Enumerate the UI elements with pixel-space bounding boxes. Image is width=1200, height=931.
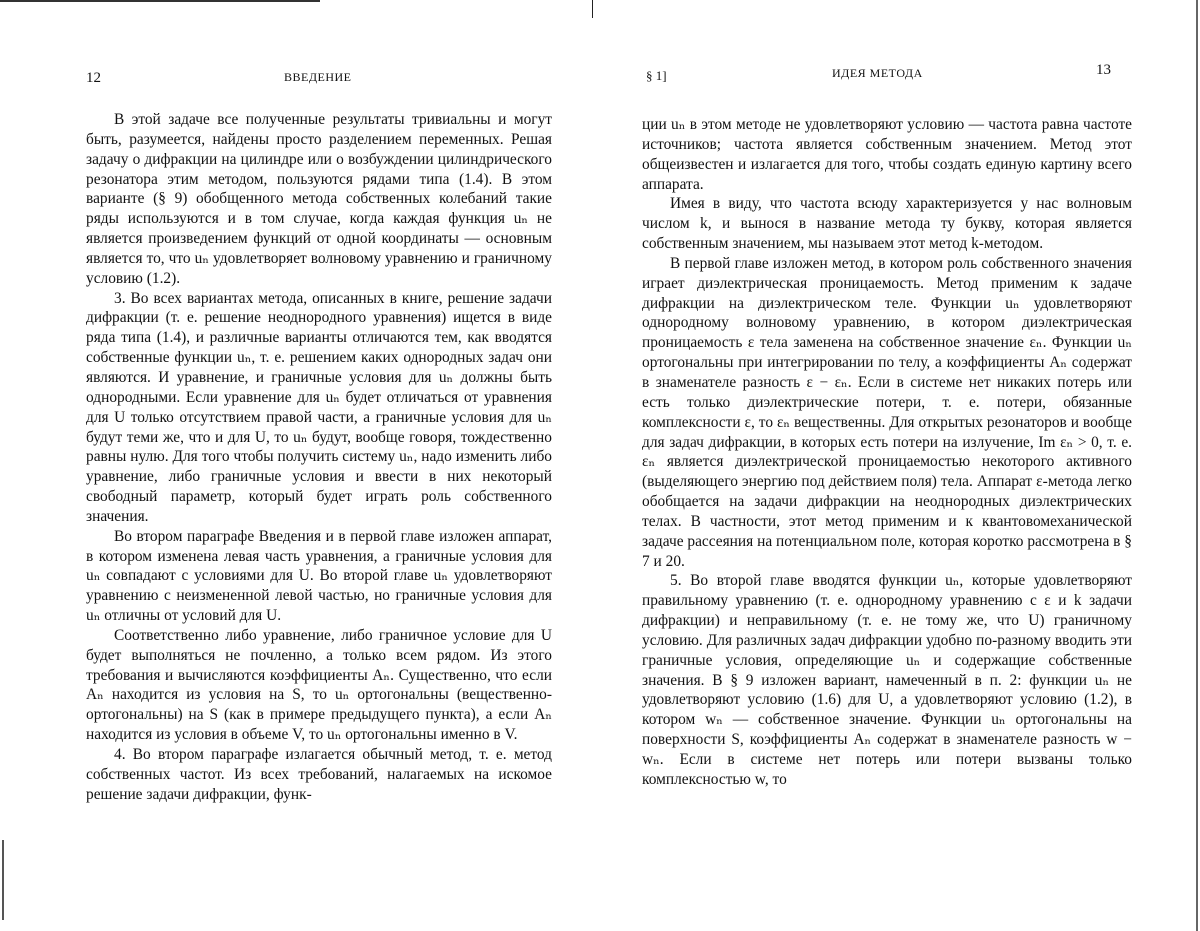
paragraph: 5. Во второй главе вводятся функции uₙ, которые удовлетворяют правильному уравнению (т. е. однородному уравнению с ε и k задачи дифракции) и неправильному (т. е. не тому же, что U) граничному условию. Для различных задач дифракции удобно по-разному вводить эти граничные условия, определяющие uₙ и содержащие собственные значения. В § 9 изложен вариант, намеченный в п. 2: функции uₙ не удовлетворяют условию (1.6) для U, а удовлетворяют условию (1.2), в котором wₙ — собственное значение. Функции uₙ ортогональны на поверхности S, коэффициенты Aₙ содержат в знаменателе разность w − wₙ. Если в системе нет потерь или потери вызваны только комплексностью w, то [642,572,1132,788]
right-running-head: ИДЕЯ МЕТОДА [832,66,923,80]
paragraph: Во втором параграфе Введения и в первой главе изложен аппарат, в котором изменена левая часть уравнения, а граничные условия для uₙ совпадают с условиями для U. Во второй главе uₙ удовлетворяют уравнению с неизмененной левой частью, но граничные условия для uₙ отличны от условий для U. [86,527,552,625]
right-page-number: 13 [1096,62,1111,78]
left-page-text [86,110,552,805]
left-running-head: ВВЕДЕНИЕ [284,70,352,84]
paragraph: В первой главе изложен метод, в котором роль собственного значения играет диэлектрическая проницаемость. Метод применим к задаче дифракции на диэлектрическом теле. Функции uₙ удовлетворяют однородному волновому уравнению, в котором диэлектрическая проницаемость ε тела заменена на собственное значение εₙ. Функции uₙ ортогональны при интегрировании по телу, а коэффициенты Aₙ содержат в знаменателе разность ε − εₙ. Если в системе нет никаких потерь или есть только диэлектрические потери, т. е. потери, обязанные комплексности ε, то εₙ вещественны. Для открытых резонаторов и вообще для задач дифракции, в которых есть потери на излучение, Im εₙ > 0, т. е. εₙ является диэлектрической проницаемостью некоторого активного (выделяющего энергию под действием поля) тела. Аппарат ε-метода легко обобщается на задачи дифракции на неоднородных диэлектрических телах. В частности, этот метод применим и к квантовомеханической задаче рассеяния на потенциальном поле, которая коротко рассмотрена в § 7 и 20. [642,254,1132,570]
paragraph: В этой задаче все полученные результаты тривиальны и могут быть, разумеется, найдены просто разделением переменных. Решая задачу о дифракции на цилиндре или о возбуждении цилиндрического резонатора этим методом, пользуются рядами типа (1.4). В этом варианте (§ 9) обобщенного метода собственных колебаний такие ряды используются и в том случае, когда каждая функция uₙ не является произведением функций от одной координаты — основным является то, что uₙ удовлетворяет волновому уравнению и граничному условию (1.2). [86,111,552,287]
paragraph: Соответственно либо уравнение, либо граничное условие для U будет выполняться не почленно, а только всем рядом. Из этого требования и вычисляются коэффициенты Aₙ. Существенно, что если Aₙ находится из условия на S, то uₙ ортогональны (вещественно-ортогональны) на S (как в примере предыдущего пункта), а если Aₙ находится из условия в объеме V, то uₙ ортогональны именно в V. [86,626,552,744]
paragraph: 4. Во втором параграфе излагается обычный метод, т. е. метод собственных частот. Из всех требований, налагаемых на искомое решение задачи дифракции, функ- [86,746,552,803]
left-page-number: 12 [86,70,101,86]
paragraph: ции uₙ в этом методе не удовлетворяют условию — частота равна частоте источников; частота является собственным значением. Метод этот общеизвестен и излагается для того, чтобы создать единую картину всего аппарата. [642,116,1132,193]
paragraph: Имея в виду, что частота всюду характеризуется у нас волновым числом k, и вынося в название метода ту букву, которая является собственным значением, мы называем этот метод k-методом. [642,195,1132,253]
section-mark: § 1] [646,68,667,83]
right-page-text [642,115,1132,790]
paragraph: 3. Во всех вариантах метода, описанных в книге, решение задачи дифракции (т. е. решение неоднородного уравнения) ищется в виде ряда типа (1.4), и различные варианты отличаются тем, как вводятся собственные функции uₙ, т. е. решением каких однородных задач они являются. И уравнение, и граничные условия для uₙ должны быть однородными. Если уравнение для uₙ будет отличаться от уравнения для U только отсутствием правой части, а граничные условия для uₙ будут теми же, что и для U, то uₙ будут, вообще говоря, тождественно равны нулю. Для того чтобы получить систему uₙ, надо изменить либо уравнение, либо граничные условия и ввести в них некоторый свободный параметр, который будет играть роль собственного значения. [86,289,552,525]
right-page [600,0,1200,931]
